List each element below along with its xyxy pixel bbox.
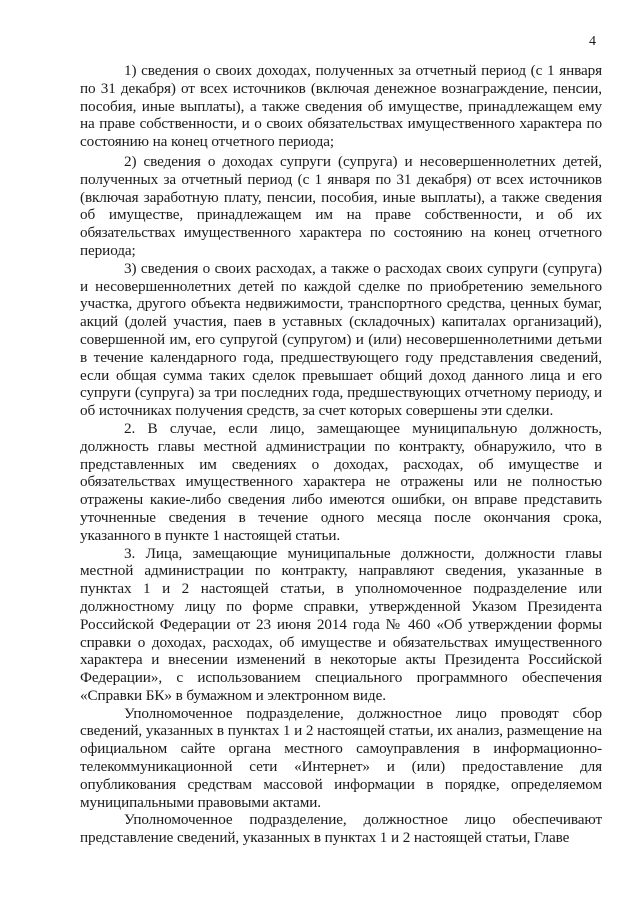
paragraph-1-3: 3) сведения о своих расходах, а также о расходах своих супруги (супруга) и несовершеннолетних детей по каждой сделке по приобретению земельного участка, другого объекта недвижимости, транспортного средства, ценных бумаг, акций (долей участия, паев в уставных (складочных) капиталах организаций), совершенной им, его супругой (супругом) и (или) несовершеннолетними детьми в течение календарного года, предшествующего году представления сведений, если общая сумма таких сделок превышает общий доход данного лица и его супруги (супруга) за три последних года, предшествующих отчетному периоду, и об источниках получения средств, за счет которых совершены эти сделки. — [80, 259, 602, 420]
document-body — [80, 62, 602, 847]
paragraph-3-provision: Уполномоченное подразделение, должностное лицо обеспечивают представление сведений, указанных в пунктах 1 и 2 настоящей статьи, Главе — [80, 811, 602, 847]
paragraph-1-2: 2) сведения о доходах супруги (супруга) и несовершеннолетних детей, полученных за отчетный период (с 1 января по 31 декабря) от всех источников (включая заработную плату, пенсии, пособия, иные выплаты), а также сведения об имуществе, принадлежащем им на праве собственности, и об их обязательствах имущественного характера по состоянию на конец отчетного периода; — [80, 152, 602, 259]
paragraph-3: 3. Лица, замещающие муниципальные должности, должности главы местной администрации по контракту, направляют сведения, указанные в пунктах 1 и 2 настоящей статьи, в уполномоченное подразделение или должностному лицу по форме справки, утвержденной Указом Президента Российской Федерации от 23 июня 2014 года № 460 «Об утверждении формы справки о доходах, расходах, об имуществе и обязательствах имущественного характера и внесении изменений в некоторые акты Президента Российской Федерации», с использованием специального программного обеспечения «Справки БК» в бумажном и электронном виде. — [80, 544, 602, 704]
paragraph-2: 2. В случае, если лицо, замещающее муниципальную должность, должность главы местной администрации по контракту, обнаружило, что в представленных им сведениях о доходах, расходах, об имуществе и обязательствах имущественного характера не отражены или не полностью отражены какие-либо сведения либо имеются ошибки, он вправе представить уточненные сведения в течение одного месяца после окончания срока, указанного в пункте 1 настоящей статьи. — [80, 419, 602, 544]
paragraph-3-collection: Уполномоченное подразделение, должностное лицо проводят сбор сведений, указанных в пунктах 1 и 2 настоящей статьи, их анализ, размещение на официальном сайте органа местного самоуправления в информационно-телекоммуникационной сети «Интернет» и (или) предоставление для опубликования средствам массовой информации в порядке, определяемом муниципальными правовыми актами. — [80, 704, 602, 811]
paragraph-1-1: 1) сведения о своих доходах, полученных за отчетный период (с 1 января по 31 декабря) от всех источников (включая денежное вознаграждение, пенсии, пособия, иные выплаты), а также сведения об имуществе, принадлежащем ему на праве собственности, и о своих обязательствах имущественного характера по состоянию на конец отчетного периода; — [80, 62, 602, 151]
page-number: 4 — [589, 34, 596, 49]
